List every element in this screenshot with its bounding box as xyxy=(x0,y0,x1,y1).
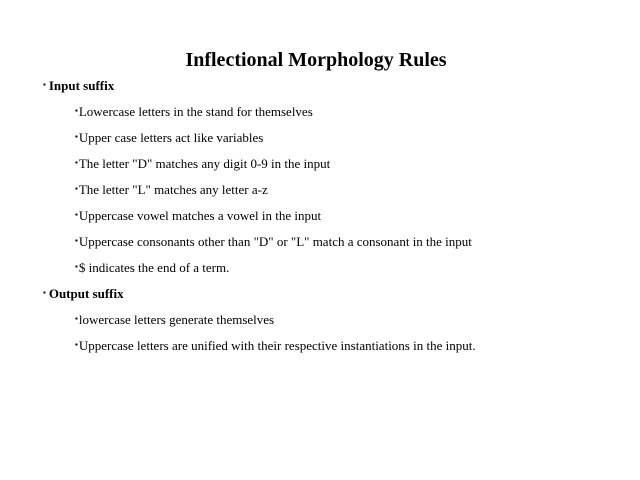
bullet-icon: ▪ xyxy=(75,132,78,141)
list-item-text: Uppercase consonants other than "D" or "L" match a consonant in the input xyxy=(78,234,472,249)
list-item xyxy=(75,103,313,120)
list-item-text: The letter "D" matches any digit 0-9 in the input xyxy=(78,156,331,171)
list-item-text: Lowercase letters in the stand for themselves xyxy=(78,104,313,119)
list-item-text: lowercase letters generate themselves xyxy=(78,312,275,327)
list-item-text: Upper case letters act like variables xyxy=(78,130,264,145)
list-item-text: The letter "L" matches any letter a-z xyxy=(78,182,268,197)
list-item xyxy=(75,337,476,354)
bullet-icon: ▪ xyxy=(75,262,78,271)
slide-title: Inflectional Morphology Rules xyxy=(185,49,447,71)
bullet-icon: ▪ xyxy=(75,340,78,349)
list-item xyxy=(75,233,472,250)
bullet-icon: ▪ xyxy=(75,314,78,323)
list-item-text: Uppercase letters are unified with their respective instantiations in the input. xyxy=(78,338,476,353)
bullet-icon: ▪ xyxy=(75,106,78,115)
list-item-text: $ indicates the end of a term. xyxy=(78,260,230,275)
list-item-text: Uppercase vowel matches a vowel in the input xyxy=(78,208,322,223)
section-heading-label: Output suffix xyxy=(48,286,124,301)
section-heading-output-suffix xyxy=(43,285,124,302)
bullet-icon: ▪ xyxy=(43,80,46,89)
bullet-icon: ▪ xyxy=(75,236,78,245)
list-item xyxy=(75,207,321,224)
list-item xyxy=(75,311,274,328)
list-item xyxy=(75,259,229,276)
bullet-icon: ▪ xyxy=(43,288,46,297)
list-item xyxy=(75,129,263,146)
bullet-icon: ▪ xyxy=(75,210,78,219)
section-heading-label: Input suffix xyxy=(48,78,115,93)
list-item xyxy=(75,181,268,198)
list-item xyxy=(75,155,330,172)
bullet-icon: ▪ xyxy=(75,158,78,167)
section-heading-input-suffix xyxy=(43,77,114,94)
bullet-icon: ▪ xyxy=(75,184,78,193)
